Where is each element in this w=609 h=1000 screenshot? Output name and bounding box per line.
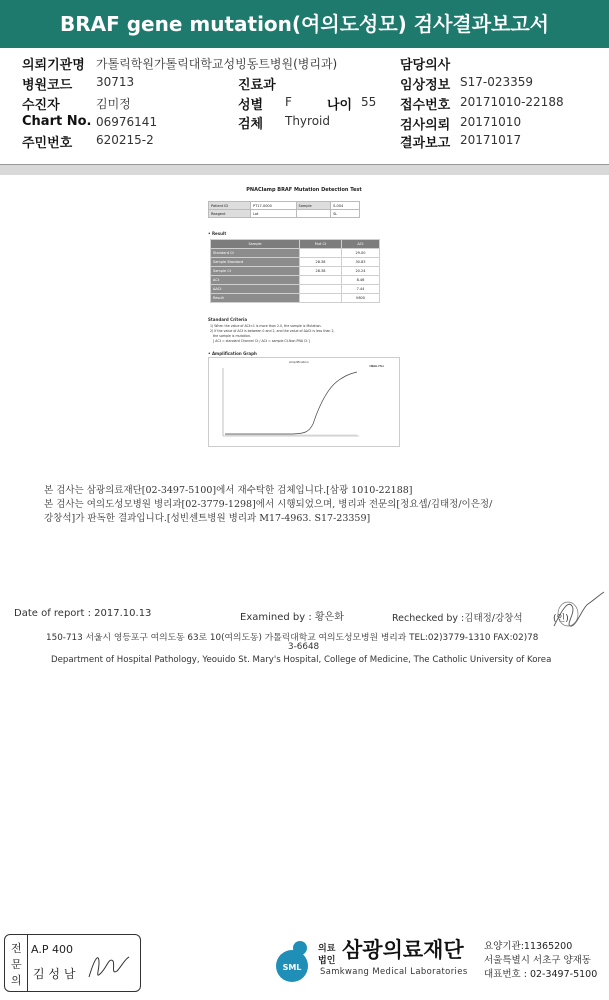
meta-cell — [296, 210, 331, 218]
rechecked-by: Rechecked by :김태정/강창석 — [392, 613, 523, 624]
contact-line: 서울특별시 서초구 양재동 — [484, 955, 591, 966]
meta-cell: Reagent — [209, 210, 251, 218]
contact-line: 대표번호 : 02-3497-5100 — [484, 969, 598, 980]
patient-value: 김미정 — [96, 97, 131, 111]
embedded-title: PNAClamp BRAF Mutation Detection Test — [246, 187, 362, 193]
results-cell: 30.83 — [341, 258, 379, 267]
results-header-cell: Sample — [211, 240, 300, 249]
results-cell: 29.00 — [341, 249, 379, 258]
report-label: 결과보고 — [400, 136, 451, 151]
org-name: 삼광의료재단 — [342, 938, 464, 962]
results-cell: 8.46 — [341, 276, 379, 285]
department-line: Department of Hospital Pathology, Yeouido St. Mary's Hospital, College of Medicine, The Catholic University of Korea — [51, 655, 552, 665]
age-label: 나이 — [327, 98, 353, 113]
graph-title: Amplification — [289, 360, 309, 364]
results-cell: ΔCt — [211, 276, 300, 285]
report-value: 20171017 — [460, 133, 522, 147]
receipt-value: 20171010-22188 — [460, 95, 564, 109]
criteria-line: 2) If the value of ΔCt is between 0 and 2, and the value of ΔΔCt is less than 2, — [210, 329, 335, 333]
doctor-signature-icon — [85, 949, 133, 985]
results-cell: ΔΔCt — [211, 285, 300, 294]
address-line-1: 150-713 서울시 영등포구 여의도동 63로 10(여의도동) 가톨릭대학교 여의도성모병원 병리과 TEL:02)3779-1310 FAX:02)78 — [46, 633, 539, 643]
results-heading: • Result — [208, 231, 227, 236]
stamp-label-column — [5, 935, 28, 991]
meta-cell: Lot — [251, 210, 297, 218]
results-header-cell: ΔCt — [341, 240, 379, 249]
specimen-value: Thyroid — [285, 114, 330, 128]
stamp-label: 문 — [11, 958, 22, 971]
chart-label: Chart No. — [22, 114, 92, 129]
sex-label: 성별 — [238, 98, 264, 113]
amplification-graph — [208, 357, 400, 447]
embedded-meta-table — [208, 201, 360, 218]
signature-scribble-icon — [548, 590, 608, 635]
table-row — [211, 276, 380, 285]
meta-cell: Patient ID — [209, 202, 251, 210]
divider-band — [0, 165, 609, 175]
chart-value: 06976141 — [96, 115, 158, 129]
meta-row — [209, 210, 360, 218]
meta-cell: SL — [331, 210, 360, 218]
request-label: 검사의뢰 — [400, 118, 451, 133]
criteria-line: [ ΔCt = standard Channel Ct / ΔCt = sample Ct-Non-PNA Ct ] — [210, 339, 310, 343]
results-table — [210, 239, 380, 303]
receipt-label: 접수번호 — [400, 98, 451, 113]
stamp-label: 의 — [11, 974, 22, 987]
criteria-heading: Standard Criteria — [208, 317, 248, 322]
meta-cell: S-004 — [331, 202, 360, 210]
requester-value: 가톨릭학원가톨릭대학교성빙동트병원(병리과) — [96, 57, 338, 71]
clinical-value: S17-023359 — [460, 75, 534, 89]
graph-legend: Non-PNA — [371, 364, 385, 368]
address-line-2: 3-6648 — [288, 642, 320, 652]
request-value: 20171010 — [460, 115, 522, 129]
meta-cell: Sample — [296, 202, 331, 210]
embedded-test-report — [206, 185, 402, 445]
results-cell: V600 — [341, 294, 379, 303]
report-date: Date of report : 2017.10.13 — [14, 608, 152, 619]
note-line-1: 본 검사는 삼광의료재단[02-3497-5100]에서 재수탁한 검체입니다.[삼광 1010-22188] — [44, 485, 413, 496]
patient-info-block — [0, 48, 609, 165]
amplification-curve-svg — [209, 358, 399, 446]
results-cell: 28.38 — [300, 258, 342, 267]
results-cell: Standard Ct — [211, 249, 300, 258]
results-header-row — [211, 240, 380, 249]
sml-logo-icon — [270, 938, 314, 984]
report-title: BRAF gene mutation(여의도성모) 검사결과보고서 — [0, 0, 609, 48]
table-row — [211, 249, 380, 258]
physician-label: 담당의사 — [400, 58, 451, 73]
doctor-stamp-box — [4, 934, 141, 992]
specimen-label: 검체 — [238, 117, 264, 132]
stamp-label: 전 — [11, 942, 22, 955]
org-tag-bottom: 법인 — [318, 956, 336, 966]
note-line-3: 강창석]가 판독한 결과입니다.[성빈센트병원 병리과 M17-4963. S17-23359] — [44, 513, 371, 524]
patient-label: 수진자 — [22, 98, 60, 113]
criteria-line: the sample is mutation. — [210, 334, 251, 338]
clinical-label: 임상정보 — [400, 78, 451, 93]
dept-label: 진료과 — [238, 78, 276, 93]
results-cell — [300, 285, 342, 294]
org-name-en: Samkwang Medical Laboratories — [320, 966, 468, 976]
id-value: 620215-2 — [96, 133, 154, 147]
table-row — [211, 267, 380, 276]
criteria-line: 1) When the value of ΔCt<1 is more than 2.0, the sample is Mutation. — [210, 324, 322, 328]
results-cell: 28.38 — [300, 267, 342, 276]
graph-heading: • Amplification Graph — [208, 351, 257, 356]
requester-label: 의뢰기관명 — [22, 58, 85, 73]
doctor-name: 김 성 남 — [33, 967, 76, 981]
sex-value: F — [285, 95, 292, 109]
table-row — [211, 258, 380, 267]
results-cell: Sample Standard — [211, 258, 300, 267]
results-cell: Result — [211, 294, 300, 303]
results-cell — [300, 249, 342, 258]
examined-by: Examined by : 황은화 — [240, 612, 344, 623]
seal-mark: (인) — [553, 614, 569, 624]
results-cell: 7.44 — [341, 285, 379, 294]
note-line-2: 본 검사는 여의도성모병원 병리과[02-3779-1298]에서 시행되었으며, 병리과 전문의[정요셉/김태정/이은정/ — [44, 499, 493, 510]
meta-cell: PT17-0000 — [251, 202, 297, 210]
results-cell: Sample Ct — [211, 267, 300, 276]
contact-line: 요양기관:11365200 — [484, 941, 573, 952]
results-header-cell: Mut Ct — [300, 240, 342, 249]
results-cell: 20.24 — [341, 267, 379, 276]
results-cell — [300, 294, 342, 303]
age-value: 55 — [361, 95, 377, 109]
ap-number: A.P 400 — [31, 943, 73, 956]
org-tag-top: 의료 — [318, 944, 336, 954]
meta-row — [209, 202, 360, 210]
id-label: 주민번호 — [22, 136, 73, 151]
table-row — [211, 285, 380, 294]
hospital-code-value: 30713 — [96, 75, 135, 89]
logo-text: SML — [282, 963, 302, 972]
results-cell — [300, 276, 342, 285]
table-row — [211, 294, 380, 303]
hospital-code-label: 병원코드 — [22, 78, 73, 93]
